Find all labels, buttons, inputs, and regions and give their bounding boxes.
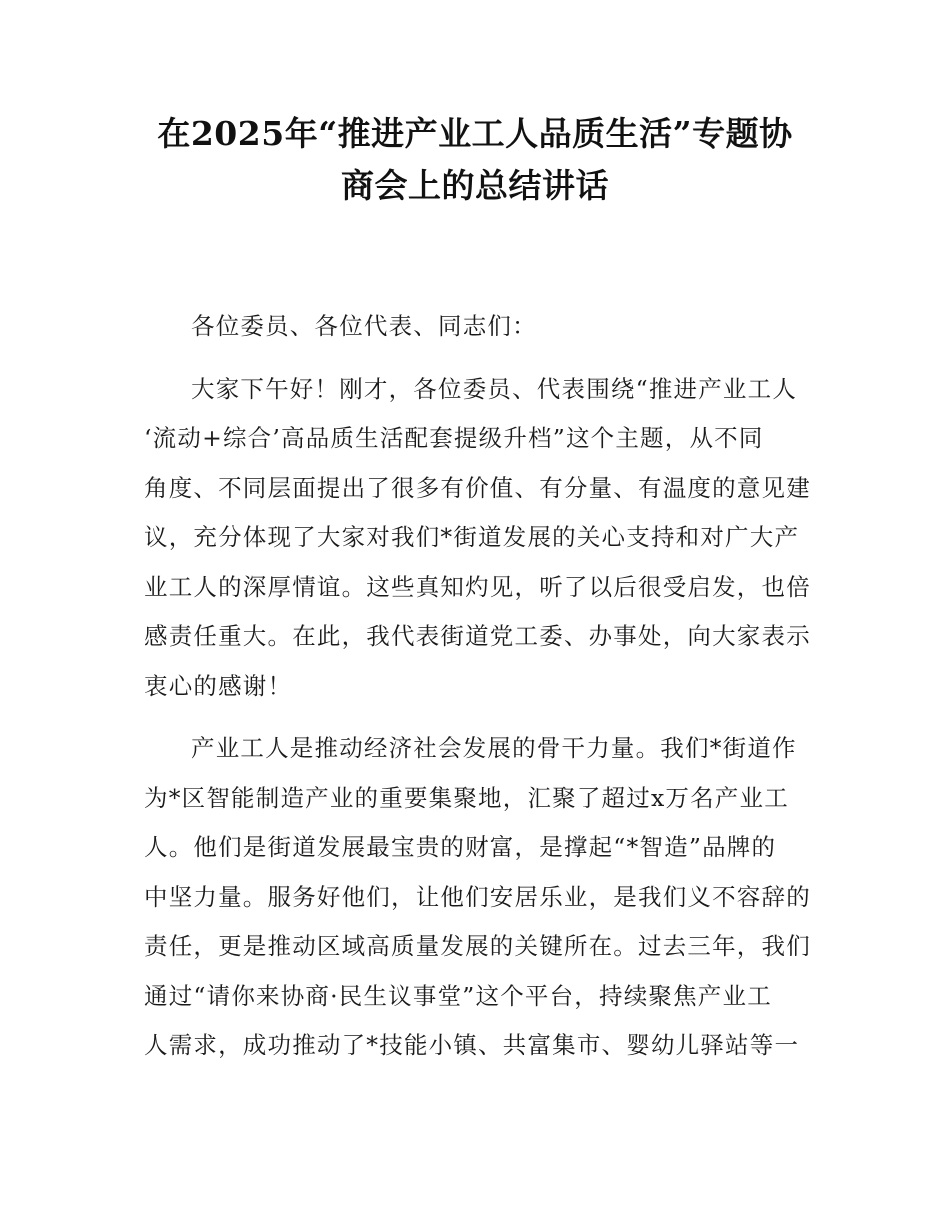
paragraph-line: 感责任重大。在此，我代表街道党工委、办事处，向大家表示 <box>144 622 811 650</box>
paragraph-line: ‘流动+综合’高品质生活配套提级升档”这个主题，从不同 <box>144 424 764 452</box>
paragraph-thanks <box>144 365 812 712</box>
paragraph-line: 大家下午好！刚才，各位委员、代表围绕“推进产业工人 <box>191 374 798 403</box>
paragraph-line: 业工人的深厚情谊。这些真知灼见，听了以后很受启发，也倍 <box>144 572 811 601</box>
paragraph-line: 产业工人是推动经济社会发展的骨干力量。我们*街道作 <box>191 734 797 762</box>
title-line: 在2025年“推进产业工人品质生活”专题协 <box>157 114 793 153</box>
paragraph-line: 角度、不同层面提出了很多有价值、有分量、有温度的意见建 <box>144 473 811 502</box>
paragraph-line: 责任，更是推动区域高质量发展的关键所在。过去三年，我们 <box>144 932 811 960</box>
paragraph-line: 人。他们是街道发展最宝贵的财富，是撑起“*智造”品牌的 <box>144 833 777 861</box>
paragraph-line: 衷心的感谢！ <box>144 671 293 700</box>
paragraph-line: 各位委员、各位代表、同志们： <box>191 312 537 340</box>
salutation-paragraph <box>144 302 812 352</box>
paragraph-line: 议，充分体现了大家对我们*街道发展的关心支持和对广大产 <box>144 523 800 551</box>
paragraph-line: 为*区智能制造产业的重要集聚地，汇聚了超过x万名产业工 <box>144 783 789 812</box>
paragraph-line: 中坚力量。服务好他们，让他们安居乐业，是我们义不容辞的 <box>144 882 811 911</box>
document-body <box>144 302 812 1084</box>
paragraph-line: 人需求，成功推动了*技能小镇、共富集市、婴幼儿驿站等一 <box>144 1031 800 1059</box>
title-line: 商会上的总结讲话 <box>341 166 609 205</box>
paragraph-industrial-workers <box>144 724 812 1071</box>
page-title <box>130 108 820 212</box>
paragraph-line: 通过“请你来协商·民生议事堂”这个平台，持续聚焦产业工 <box>144 981 772 1010</box>
